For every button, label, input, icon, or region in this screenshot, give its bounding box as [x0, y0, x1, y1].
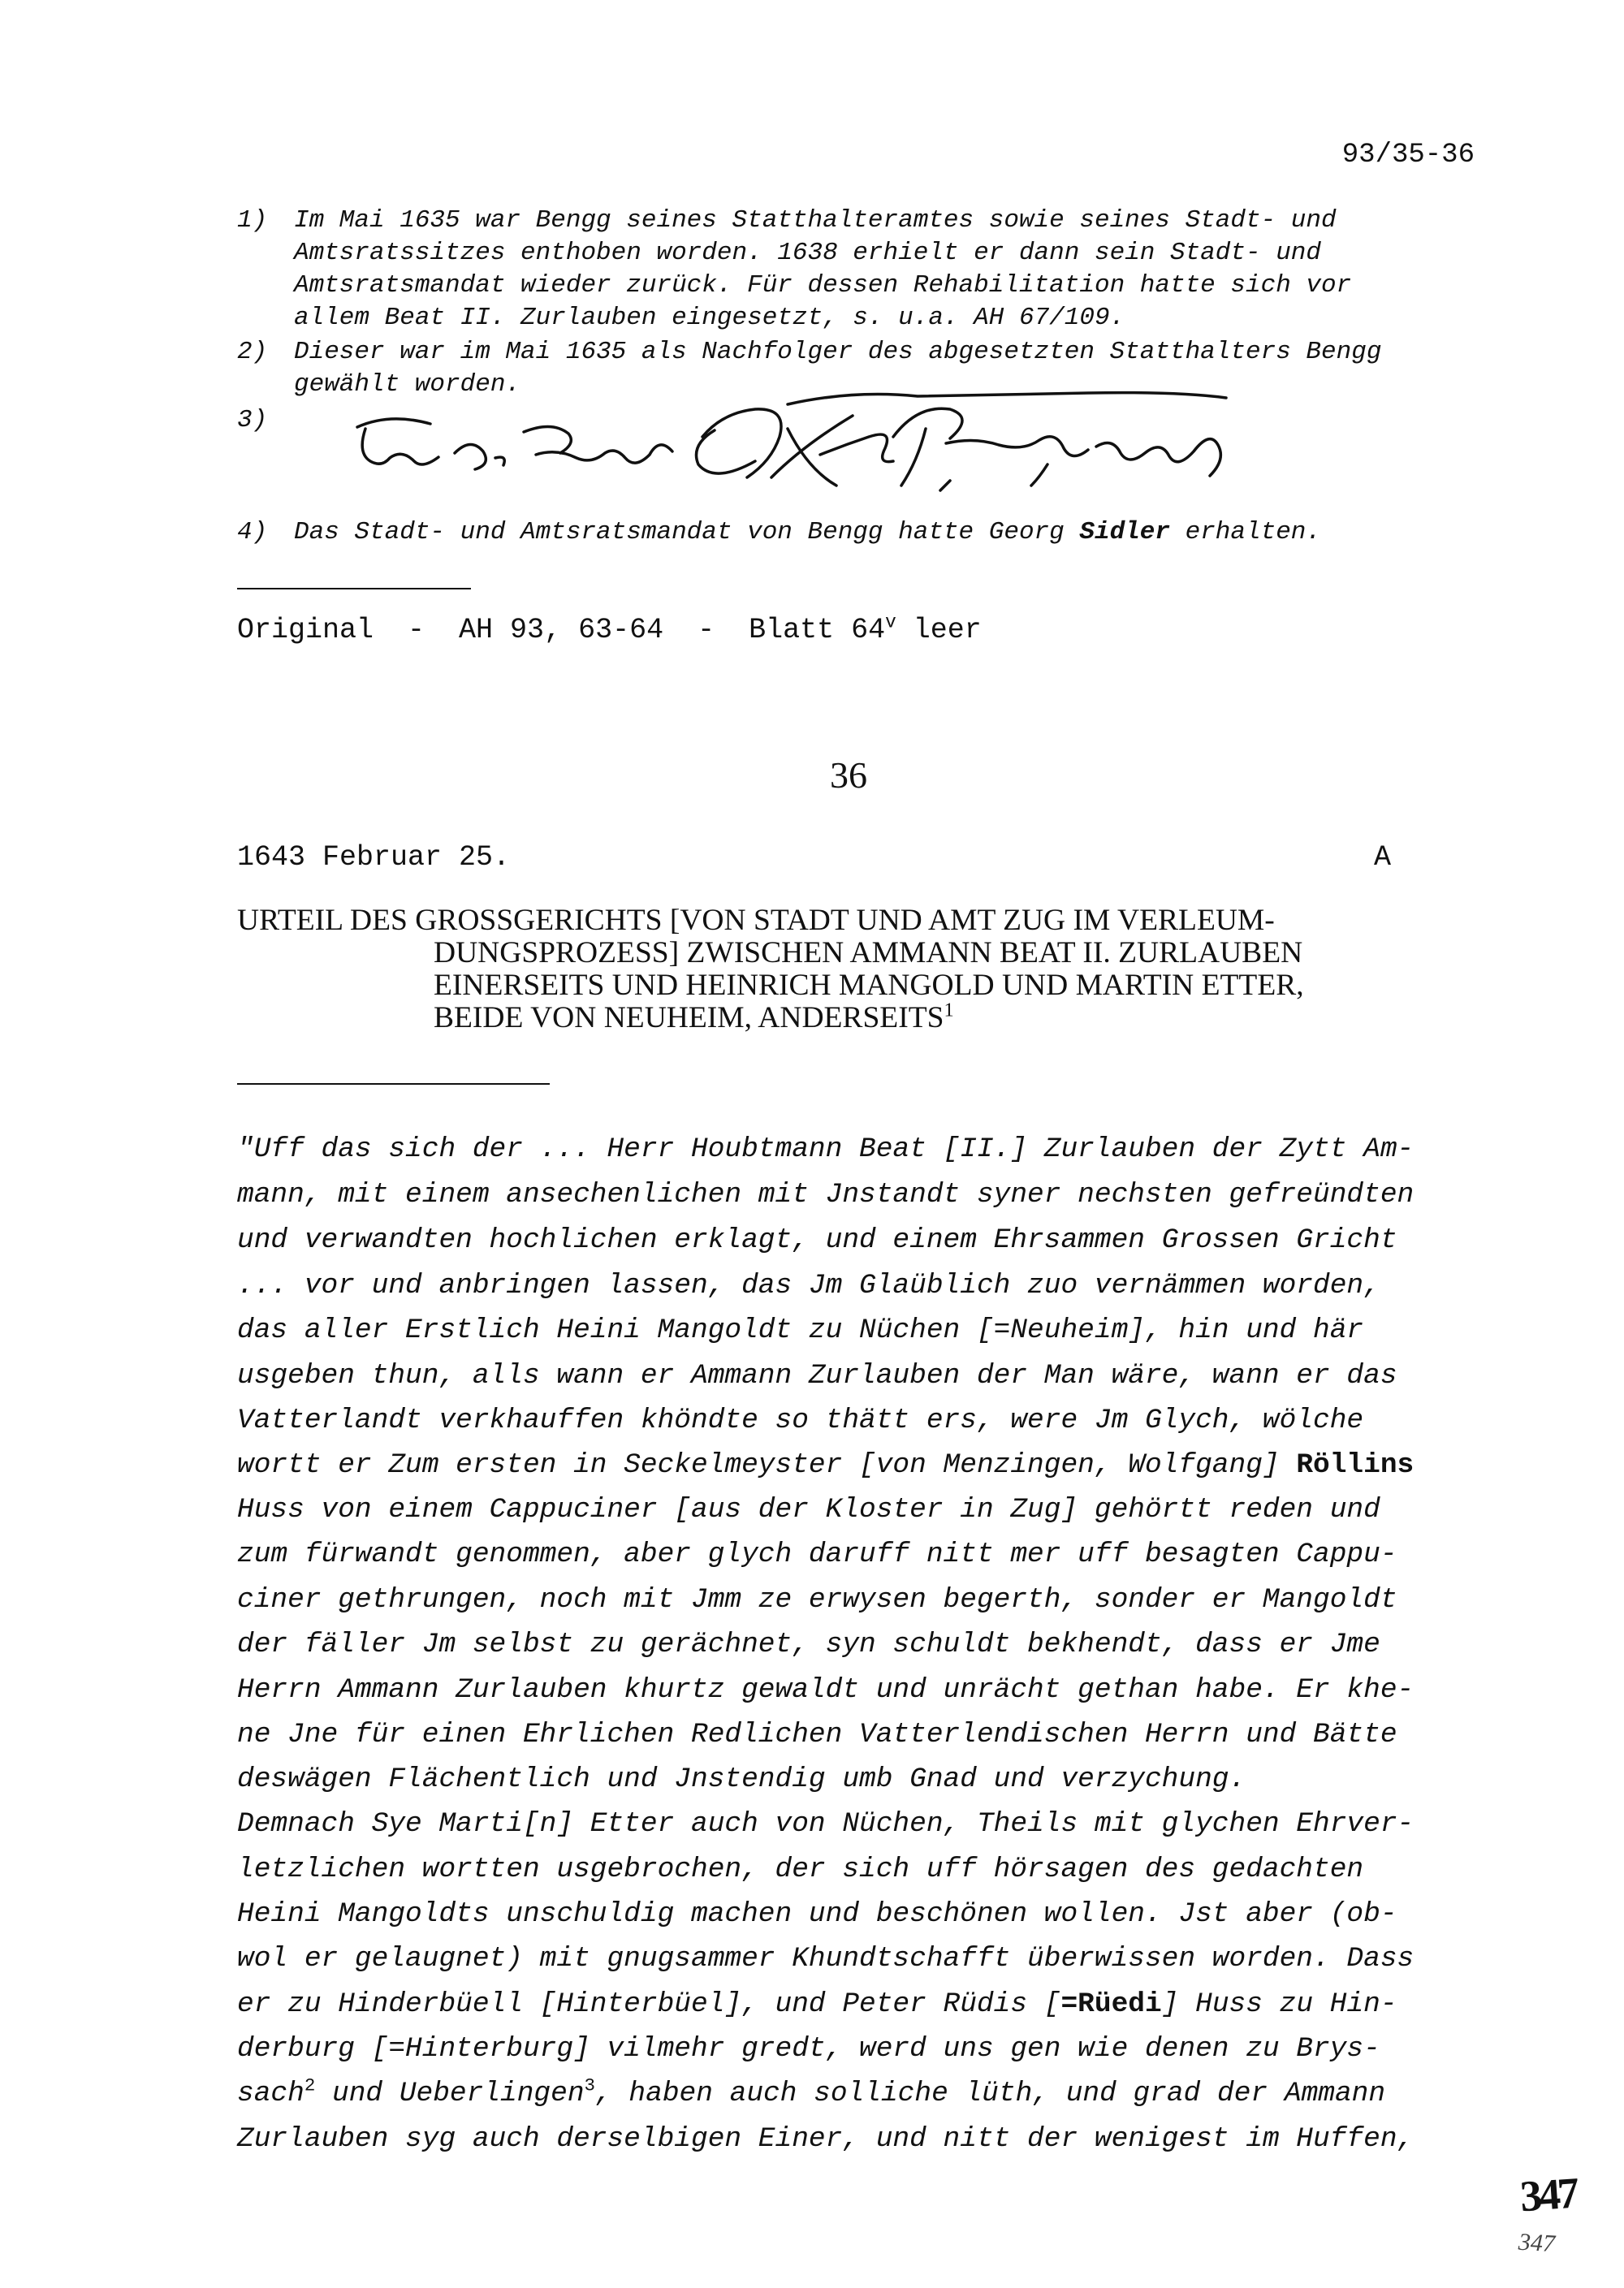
- footnote-number: 2): [237, 338, 268, 366]
- footnote-text: Das Stadt- und Amtsratsmandat von Bengg hatte Georg: [294, 518, 1080, 546]
- body-line-7: Vatterlandt verkhauffen khöndte so thätt ers, were Jm Glych, wölche: [237, 1405, 1364, 1436]
- body-line-12: der fäller Jm selbst zu gerächnet, syn schuldt bekhendt, dass er Jme: [237, 1629, 1380, 1660]
- body-line-8: [237, 1449, 1414, 1482]
- body-line-1: "Uff das sich der ... Herr Houbtmann Beat [II.] Zurlauben der Zytt Am-: [237, 1133, 1415, 1165]
- body-line-18: Heini Mangoldts unschuldig machen und beschönen wollen. Jst aber (ob-: [237, 1898, 1397, 1930]
- title-line: BEIDE VON NEUHEIM, ANDERSEITS: [434, 1001, 944, 1034]
- body-text: sach: [237, 2078, 304, 2109]
- body-text: ] Huss zu Hin-: [1161, 1988, 1397, 2020]
- body-line-17: letzlichen wortten usgebrochen, der sich uff hörsagen des gedachten: [237, 1854, 1364, 1885]
- footnote-line: Amtsratsmandat wieder zurück. Für dessen Rehabilitation hatte sich vor: [294, 271, 1352, 300]
- body-line-5: das aller Erstlich Heini Mangoldt zu Nüchen [=Neuheim], hin und här: [237, 1315, 1364, 1346]
- footnote-line: Dieser war im Mai 1635 als Nachfolger des abgesetzten Statthalters Bengg: [294, 338, 1382, 366]
- footnote-line: Amtsratssitzes enthoben worden. 1638 erhielt er dann sein Stadt- und: [294, 239, 1322, 267]
- body-footnote-ref: 2: [304, 2074, 316, 2096]
- footnote-name-bold: Sidler: [1079, 518, 1170, 546]
- original-line: [237, 612, 982, 648]
- body-line-2: mann, mit einem ansechenlichen mit Jnstandt syner nechsten gefreündten: [237, 1179, 1415, 1211]
- footnote-text: erhalten.: [1169, 518, 1322, 546]
- page-number-stamp: 347: [1518, 2168, 1579, 2221]
- footnote-number: 1): [237, 206, 268, 235]
- title-footnote-ref: 1: [944, 999, 954, 1021]
- body-line-22: [237, 2074, 1386, 2110]
- verso-mark: v: [885, 611, 896, 633]
- body-line-19: wol er gelaugnet) mit gnugsammer Khundtschafft überwissen worden. Dass: [237, 1943, 1415, 1975]
- body-line-4: ... vor und anbringen lassen, das Jm Glaüblich zuo vernämmen worden,: [237, 1270, 1380, 1302]
- document-date: 1643 Februar 25.: [237, 841, 511, 874]
- body-line-14: ne Jne für einen Ehrlichen Redlichen Vatterlendischen Herrn und Bätte: [237, 1719, 1397, 1751]
- body-line-10: zum fürwandt genommen, aber glych daruff nitt mer uff besagten Cappu-: [237, 1539, 1397, 1570]
- original-text: Original - AH 93, 63-64 - Blatt 64: [237, 614, 886, 646]
- footnote-4: [237, 516, 1504, 549]
- body-text: , haben auch solliche lüth, und grad der Ammann: [595, 2078, 1386, 2109]
- body-line-15: deswägen Flächentlich und Jnstendig umb Gnad und verzychung.: [237, 1763, 1246, 1795]
- body-line-11: ciner gethrungen, noch mit Jmm ze erwysen begerth, sonder er Mangoldt: [237, 1584, 1397, 1616]
- footnote-line: allem Beat II. Zurlauben eingesetzt, s. u.a. AH 67/109.: [294, 304, 1125, 332]
- body-line-13: Herrn Ammann Zurlauben khurtz gewaldt und unrächt gethan habe. Er khe-: [237, 1674, 1415, 1706]
- document-letter: A: [1374, 841, 1392, 874]
- footnote-number: 3): [237, 406, 268, 434]
- body-footnote-ref: 3: [584, 2074, 595, 2096]
- document-number: 36: [830, 754, 867, 796]
- page-number-pencil: 347: [1518, 2228, 1556, 2258]
- document-title: [237, 904, 1304, 1034]
- original-text-end: leer: [896, 614, 982, 646]
- title-line: DUNGSPROZESS] ZWISCHEN AMMANN BEAT II. ZURLAUBEN: [434, 936, 1303, 969]
- footnote-divider: [237, 588, 471, 589]
- body-line-9: Huss von einem Cappuciner [aus der Kloster in Zug] gehörtt reden und: [237, 1494, 1380, 1526]
- footnote-line: gewählt worden.: [294, 370, 521, 399]
- footnote-1: [237, 205, 1504, 335]
- body-line-3: und verwandten hochlichen erklagt, und einem Ehrsammen Grossen Gricht: [237, 1224, 1397, 1256]
- body-line-6: usgeben thun, alls wann er Ammann Zurlauben der Man wäre, wann er das: [237, 1360, 1397, 1392]
- body-text: er zu Hinderbüell [Hinterbüel], und Peter Rüdis [: [237, 1988, 1061, 2020]
- body-line-16: Demnach Sye Marti[n] Etter auch von Nüchen, Theils mit glychen Ehrver-: [237, 1808, 1415, 1840]
- body-text: und Ueberlingen: [315, 2078, 585, 2109]
- archive-reference: 93/35-36: [1341, 140, 1475, 171]
- title-divider: [237, 1083, 550, 1085]
- body-name-bold: =Rüedi: [1060, 1988, 1162, 2020]
- footnote-line: Im Mai 1635 war Bengg seines Statthalteramtes sowie seines Stadt- und: [294, 206, 1337, 235]
- body-line-23: Zurlauben syg auch derselbigen Einer, und nitt der wenigest im Huffen,: [237, 2123, 1415, 2155]
- body-name-bold: Röllins: [1296, 1449, 1415, 1481]
- title-line: EINERSEITS UND HEINRICH MANGOLD UND MARTIN ETTER,: [434, 969, 1304, 1002]
- body-line-21: derburg [=Hinterburg] vilmehr gredt, werd uns gen wie denen zu Brys-: [237, 2033, 1380, 2065]
- body-line-20: [237, 1988, 1397, 2021]
- body-text: wortt er Zum ersten in Seckelmeyster [von Menzingen, Wolfgang]: [237, 1449, 1297, 1481]
- handwritten-signature: [333, 380, 1267, 502]
- title-line: URTEIL DES GROSSGERICHTS [VON STADT UND AMT ZUG IM VERLEUM-: [237, 904, 1275, 937]
- footnote-number: 4): [237, 518, 268, 546]
